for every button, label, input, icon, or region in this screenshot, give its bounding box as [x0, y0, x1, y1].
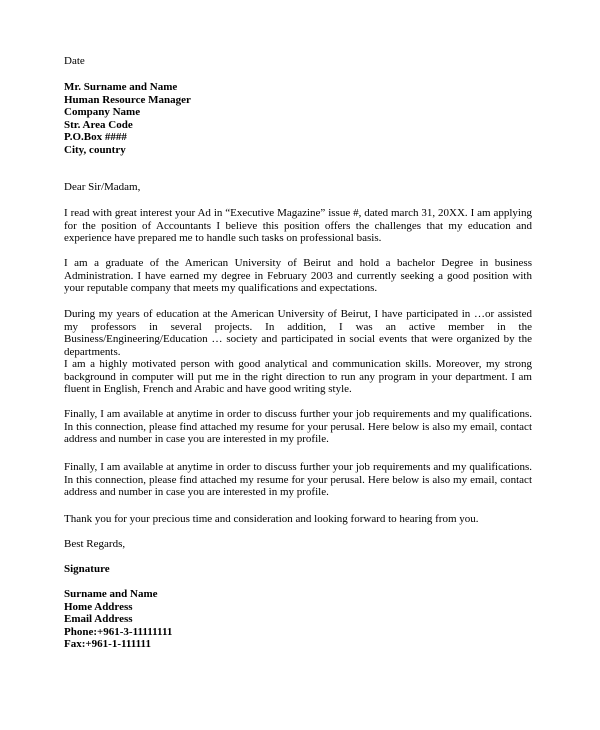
signature-text: Signature	[64, 563, 110, 575]
recipient-po-box: P.O.Box ####	[64, 131, 127, 143]
recipient-title: Human Resource Manager	[64, 93, 191, 106]
closing	[64, 538, 532, 551]
sender-email: Email Address	[64, 613, 133, 625]
body-paragraph-2: I am a graduate of the American University of Beirut and hold a bachelor Degree in business Administration. I have earned my degree in February 2003 and currently seeking a good position with your reputable company that meets my qualifications and expectations.	[64, 257, 532, 294]
body-paragraph-5: Finally, I am available at anytime in order to discuss further your job requirements and my qualifications. In this connection, please find attached my resume for your perusal. Here below is also my email, contact address and number in case you are interested in my profile.	[64, 408, 532, 445]
recipient-street: Str. Area Code	[64, 118, 133, 131]
sender-name: Surname and Name	[64, 588, 158, 600]
body-paragraph-1: I read with great interest your Ad in “Executive Magazine” issue #, dated march 31, 20XX. I am applying for the position of Accountants I believe this position offers the challenges that my education and experience have prepared me to handle such tasks on professional basis.	[64, 207, 532, 244]
sender-contact-block	[64, 588, 532, 651]
signature-label	[64, 563, 532, 576]
recipient-address-block	[64, 81, 532, 156]
date-label	[64, 55, 532, 68]
closing-text: Best Regards,	[64, 538, 126, 550]
body-paragraph-3: During my years of education at the American University of Beirut, I have participated in …or assisted my professors in several projects. In addition, I was an active member in the Business/Engineering/Education … society and participated in social events that were organized by the departments.	[64, 308, 532, 358]
sender-phone: Phone:+961-3-11111111	[64, 625, 173, 638]
sender-address: Home Address	[64, 600, 133, 613]
body-paragraph-7: Thank you for your precious time and consideration and looking forward to hearing from you.	[64, 513, 479, 525]
sender-fax: Fax:+961-1-111111	[64, 638, 151, 650]
body-paragraph-4: I am a highly motivated person with good analytical and communication skills. Moreover, my strong background in computer will put me in the right direction to run any program in your department. I am fluent in English, French and Arabic and have good writing style.	[64, 358, 532, 395]
salutation	[64, 181, 532, 194]
recipient-name: Mr. Surname and Name	[64, 81, 178, 93]
recipient-city: City, country	[64, 143, 126, 156]
date-text: Date	[64, 55, 85, 67]
recipient-company: Company Name	[64, 106, 141, 118]
salutation-text: Dear Sir/Madam,	[64, 181, 141, 193]
body-paragraph-6: Finally, I am available at anytime in order to discuss further your job requirements and my qualifications. In this connection, please find attached my resume for your perusal. Here below is also my email, contact address and number in case you are interested in my profile.	[64, 461, 532, 498]
